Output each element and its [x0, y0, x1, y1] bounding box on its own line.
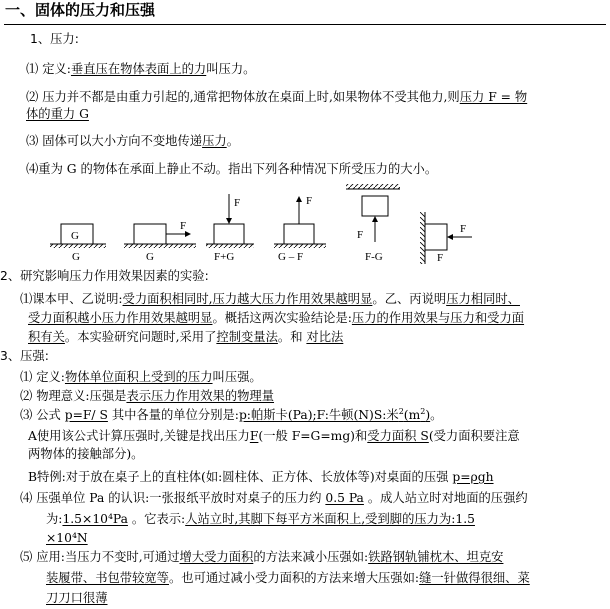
s3-application-cont2: 刀刀口很薄: [46, 591, 108, 605]
s3-formula-note-b: B特例:对于放在桌子上的直柱体(如:圆柱体、正方体、长放体等)对桌面的压强 p=ρgh: [28, 470, 494, 484]
diagram-label-3: F+G: [214, 251, 235, 263]
force-label: F: [234, 197, 241, 209]
s2-line1: ⑴课本甲、乙说明:受力面积相同时,压力越大压力作用效果越明显。乙、丙说明压力相同时、: [20, 292, 520, 306]
diagram-4: [274, 195, 326, 263]
diagram-label-2: G: [146, 251, 154, 263]
s3-formula-note-a: A使用该公式计算压强时,关键是找出压力F(一般 F=G=mg)和受力面积 S(受力面积要注意: [28, 429, 520, 443]
diagram-label-6: F: [437, 252, 444, 264]
diagram-1: [50, 224, 106, 263]
page-title: 一、固体的压力和压强: [5, 1, 156, 19]
force-label: F: [357, 229, 364, 241]
s3-application-cont: 装履带、书包带较宽等。也可通过减小受力面积的方法来增大压强如:缝一针做得很细、菜: [46, 571, 530, 585]
s3-meaning: ⑵ 物理意义:压强是表示压力作用效果的物理量: [20, 389, 275, 403]
block-label: G: [71, 230, 79, 242]
s2-line2: 受力面积越小压力作用效果越明显。概括这两次实验结论是:压力的作用效果与压力和受力面: [28, 311, 525, 325]
s1-point2: ⑵ 压力并不都是由重力引起的,通常把物体放在桌面上时,如果物体不受其他力,则压力 F = 物: [26, 90, 528, 104]
s2-heading: 2、研究影响压力作用效果因素的实验:: [0, 269, 209, 283]
s3-formula-note-a-cont: 两物体的接触部分)。: [28, 447, 144, 461]
force-label: F: [460, 223, 467, 235]
s3-unit-cont2: ×10⁴N: [46, 531, 88, 545]
force-label: F: [180, 220, 187, 232]
s3-unit: ⑷ 压强单位 Pa 的认识:一张报纸平放时对桌子的压力约 0.5 Pa 。成人站立时对地面的压强约: [20, 491, 528, 505]
s3-application: ⑸ 应用:当压力不变时,可通过增大受力面积的方法来减小压强如:铁路钢轨铺枕木、坦克安: [20, 550, 504, 564]
s1-heading: 1、压力:: [30, 32, 79, 46]
s3-heading: 3、压强:: [0, 349, 49, 363]
pressure-diagrams: [0, 182, 610, 268]
s3-formula: ⑶ 公式 p=F/ S 其中各量的单位分别是:p:帕斯卡(Pa);F:牛顿(N)S:米$^2(m^2)$。: [20, 407, 443, 422]
title-underline: [4, 24, 606, 25]
s3-definition: ⑴ 定义:物体单位面积上受到的压力叫压强。: [20, 370, 262, 384]
diagram-label-4: G – F: [278, 251, 304, 263]
diagram-3: [206, 194, 254, 263]
s2-line3: 积有关。本实验研究问题时,采用了控制变量法。和 对比法: [28, 330, 344, 344]
diagram-5: [346, 184, 400, 263]
s1-point2-cont: 体的重力 G: [26, 107, 89, 121]
s1-point4: ⑷重为 G 的物体在承面上静止不动。指出下列各种情况下所受压力的大小。: [26, 162, 438, 176]
diagram-6: [420, 212, 472, 264]
diagram-2: [124, 220, 196, 263]
s3-unit-cont: 为:1.5×10⁴Pa 。它表示:人站立时,其脚下每平方米面积上,受到脚的压力为:1.5: [46, 512, 475, 526]
diagram-label-5: F-G: [365, 251, 383, 263]
force-label: F: [306, 195, 313, 207]
s1-definition: ⑴ 定义:垂直压在物体表面上的力叫压力。: [26, 62, 256, 76]
s1-point3: ⑶ 固体可以大小方向不变地传递压力。: [26, 134, 239, 148]
diagram-label-1: G: [72, 251, 80, 263]
